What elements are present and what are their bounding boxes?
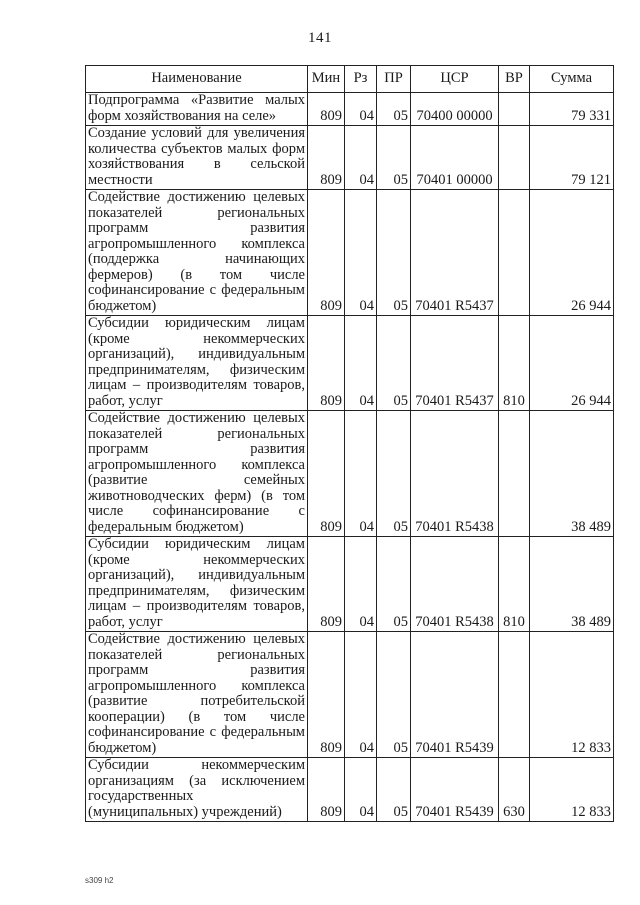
table-row — [86, 537, 614, 632]
row-vr — [499, 190, 530, 316]
row-min: 809 — [308, 316, 345, 411]
row-vr — [499, 126, 530, 190]
header-vr: ВР — [499, 66, 530, 93]
row-csr: 70401 R5439 — [411, 758, 499, 822]
row-sum: 26 944 — [530, 190, 614, 316]
row-csr: 70401 R5439 — [411, 632, 499, 758]
row-pr: 05 — [377, 316, 411, 411]
header-rz: Рз — [345, 66, 377, 93]
row-min: 809 — [308, 411, 345, 537]
row-sum: 79 121 — [530, 126, 614, 190]
row-sum: 38 489 — [530, 537, 614, 632]
header-min: Мин — [308, 66, 345, 93]
row-name: Содействие достижению целевых показателей региональных программ развития агропромышленного комплекса (развитие потребительской кооперации) (в том числе софинансирование с федеральным бюджетом) — [86, 632, 308, 758]
row-csr: 70401 00000 — [411, 126, 499, 190]
table-row — [86, 93, 614, 126]
row-vr: 630 — [499, 758, 530, 822]
header-csr: ЦСР — [411, 66, 499, 93]
page-number: 141 — [308, 30, 332, 46]
row-pr: 05 — [377, 190, 411, 316]
row-sum: 26 944 — [530, 316, 614, 411]
table-row — [86, 190, 614, 316]
row-sum: 12 833 — [530, 758, 614, 822]
row-rz: 04 — [345, 93, 377, 126]
row-name: Субсидии некоммерческим организациям (за исключением государственных (муниципальных) учреждений) — [86, 758, 308, 822]
row-rz: 04 — [345, 190, 377, 316]
header-name: Наименование — [86, 66, 308, 93]
row-name: Субсидии юридическим лицам (кроме некоммерческих организаций), индивидуальным предпринимателям, физическим лицам – производителям товаров, работ, услуг — [86, 537, 308, 632]
row-vr: 810 — [499, 537, 530, 632]
row-min: 809 — [308, 758, 345, 822]
row-name: Создание условий для увеличения количества субъектов малых форм хозяйствования в сельской местности — [86, 126, 308, 190]
row-name: Содействие достижению целевых показателей региональных программ развития агропромышленного комплекса (развитие семейных животноводческих ферм) (в том числе софинансирование с федеральным бюджетом) — [86, 411, 308, 537]
row-vr — [499, 411, 530, 537]
row-min: 809 — [308, 190, 345, 316]
row-csr: 70400 00000 — [411, 93, 499, 126]
row-vr — [499, 632, 530, 758]
row-csr: 70401 R5438 — [411, 537, 499, 632]
row-sum: 12 833 — [530, 632, 614, 758]
row-rz: 04 — [345, 126, 377, 190]
row-csr: 70401 R5437 — [411, 316, 499, 411]
table-row — [86, 126, 614, 190]
row-csr: 70401 R5438 — [411, 411, 499, 537]
table-header — [86, 66, 614, 93]
row-min: 809 — [308, 126, 345, 190]
row-vr: 810 — [499, 316, 530, 411]
table-row — [86, 316, 614, 411]
row-sum: 38 489 — [530, 411, 614, 537]
table-row — [86, 758, 614, 822]
footer-code: s309 h2 — [85, 876, 114, 885]
row-rz: 04 — [345, 411, 377, 537]
row-sum: 79 331 — [530, 93, 614, 126]
row-pr: 05 — [377, 537, 411, 632]
row-pr: 05 — [377, 93, 411, 126]
row-name: Субсидии юридическим лицам (кроме некоммерческих организаций), индивидуальным предпринимателям, физическим лицам – производителям товаров, работ, услуг — [86, 316, 308, 411]
header-pr: ПР — [377, 66, 411, 93]
header-row — [86, 66, 614, 93]
row-csr: 70401 R5437 — [411, 190, 499, 316]
row-min: 809 — [308, 632, 345, 758]
row-rz: 04 — [345, 632, 377, 758]
row-name: Подпрограмма «Развитие малых форм хозяйствования на селе» — [86, 93, 308, 126]
row-pr: 05 — [377, 758, 411, 822]
row-pr: 05 — [377, 126, 411, 190]
row-min: 809 — [308, 537, 345, 632]
row-vr — [499, 93, 530, 126]
row-pr: 05 — [377, 632, 411, 758]
row-rz: 04 — [345, 316, 377, 411]
row-rz: 04 — [345, 758, 377, 822]
row-pr: 05 — [377, 411, 411, 537]
row-min: 809 — [308, 93, 345, 126]
table-row — [86, 411, 614, 537]
row-name: Содействие достижению целевых показателей региональных программ развития агропромышленного комплекса (поддержка начинающих фермеров) (в том числе софинансирование с федеральным бюджетом) — [86, 190, 308, 316]
table-body — [86, 93, 614, 822]
header-sum: Сумма — [530, 66, 614, 93]
row-rz: 04 — [345, 537, 377, 632]
budget-table — [85, 65, 614, 822]
table-row — [86, 632, 614, 758]
